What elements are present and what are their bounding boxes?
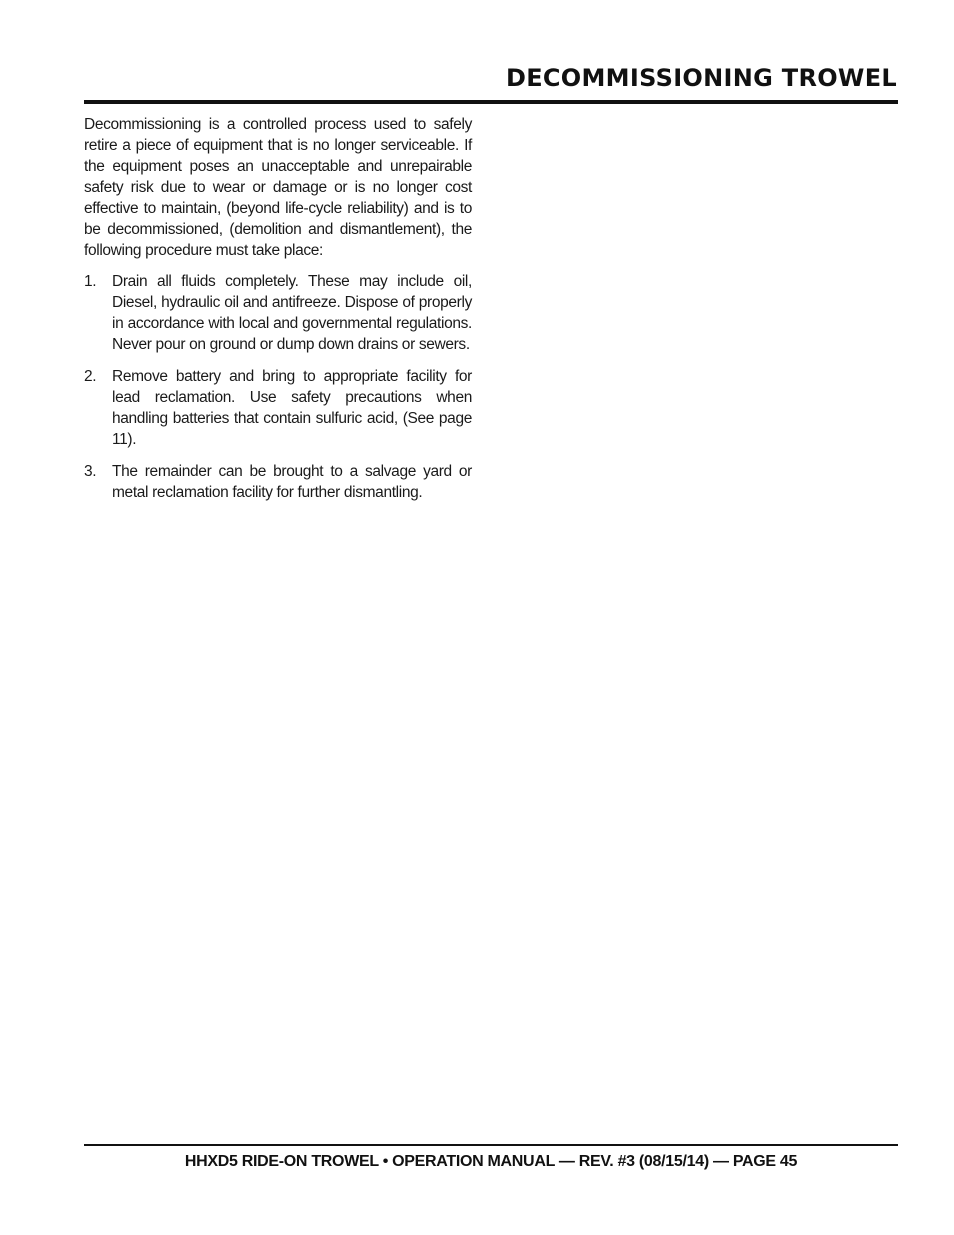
title-divider xyxy=(84,100,898,104)
step-number: 1. xyxy=(84,273,97,290)
step-number: 2. xyxy=(84,368,97,385)
step-text: The remainder can be brought to a salvage yard or metal reclamation facility for further dismantling. xyxy=(112,463,472,501)
footer-divider xyxy=(84,1144,898,1146)
step-text: Drain all fluids completely. These may include oil, Diesel, hydraulic oil and antifreeze. Dispose of properly in accordance with local and governmental regulations. Never pour on ground or dump down drains or sewers. xyxy=(112,273,472,353)
main-content xyxy=(84,114,472,514)
intro-paragraph: Decommissioning is a controlled process used to safely retire a piece of equipment that is no longer serviceable. If the equipment poses an unacceptable and unrepairable safety risk due to wear or damage or is no longer cost effective to maintain, (beyond life-cycle reliability) and is to be decommissioned, (demolition and dismantlement), the following procedure must take place: xyxy=(84,116,472,259)
step-text: Remove battery and bring to appropriate facility for lead reclamation. Use safety precautions when handling batteries that contain sulfuric acid, (See page 11). xyxy=(112,368,472,448)
page-title: DECOMMISSIONING TROWEL xyxy=(505,64,897,92)
page-footer: HHXD5 RIDE-ON TROWEL • OPERATION MANUAL — REV. #3 (08/15/14) — PAGE 45 xyxy=(184,1153,798,1170)
list-item xyxy=(84,366,472,450)
list-item xyxy=(84,461,472,503)
procedure-list xyxy=(84,271,472,503)
list-item xyxy=(84,271,472,355)
step-number: 3. xyxy=(84,463,97,480)
